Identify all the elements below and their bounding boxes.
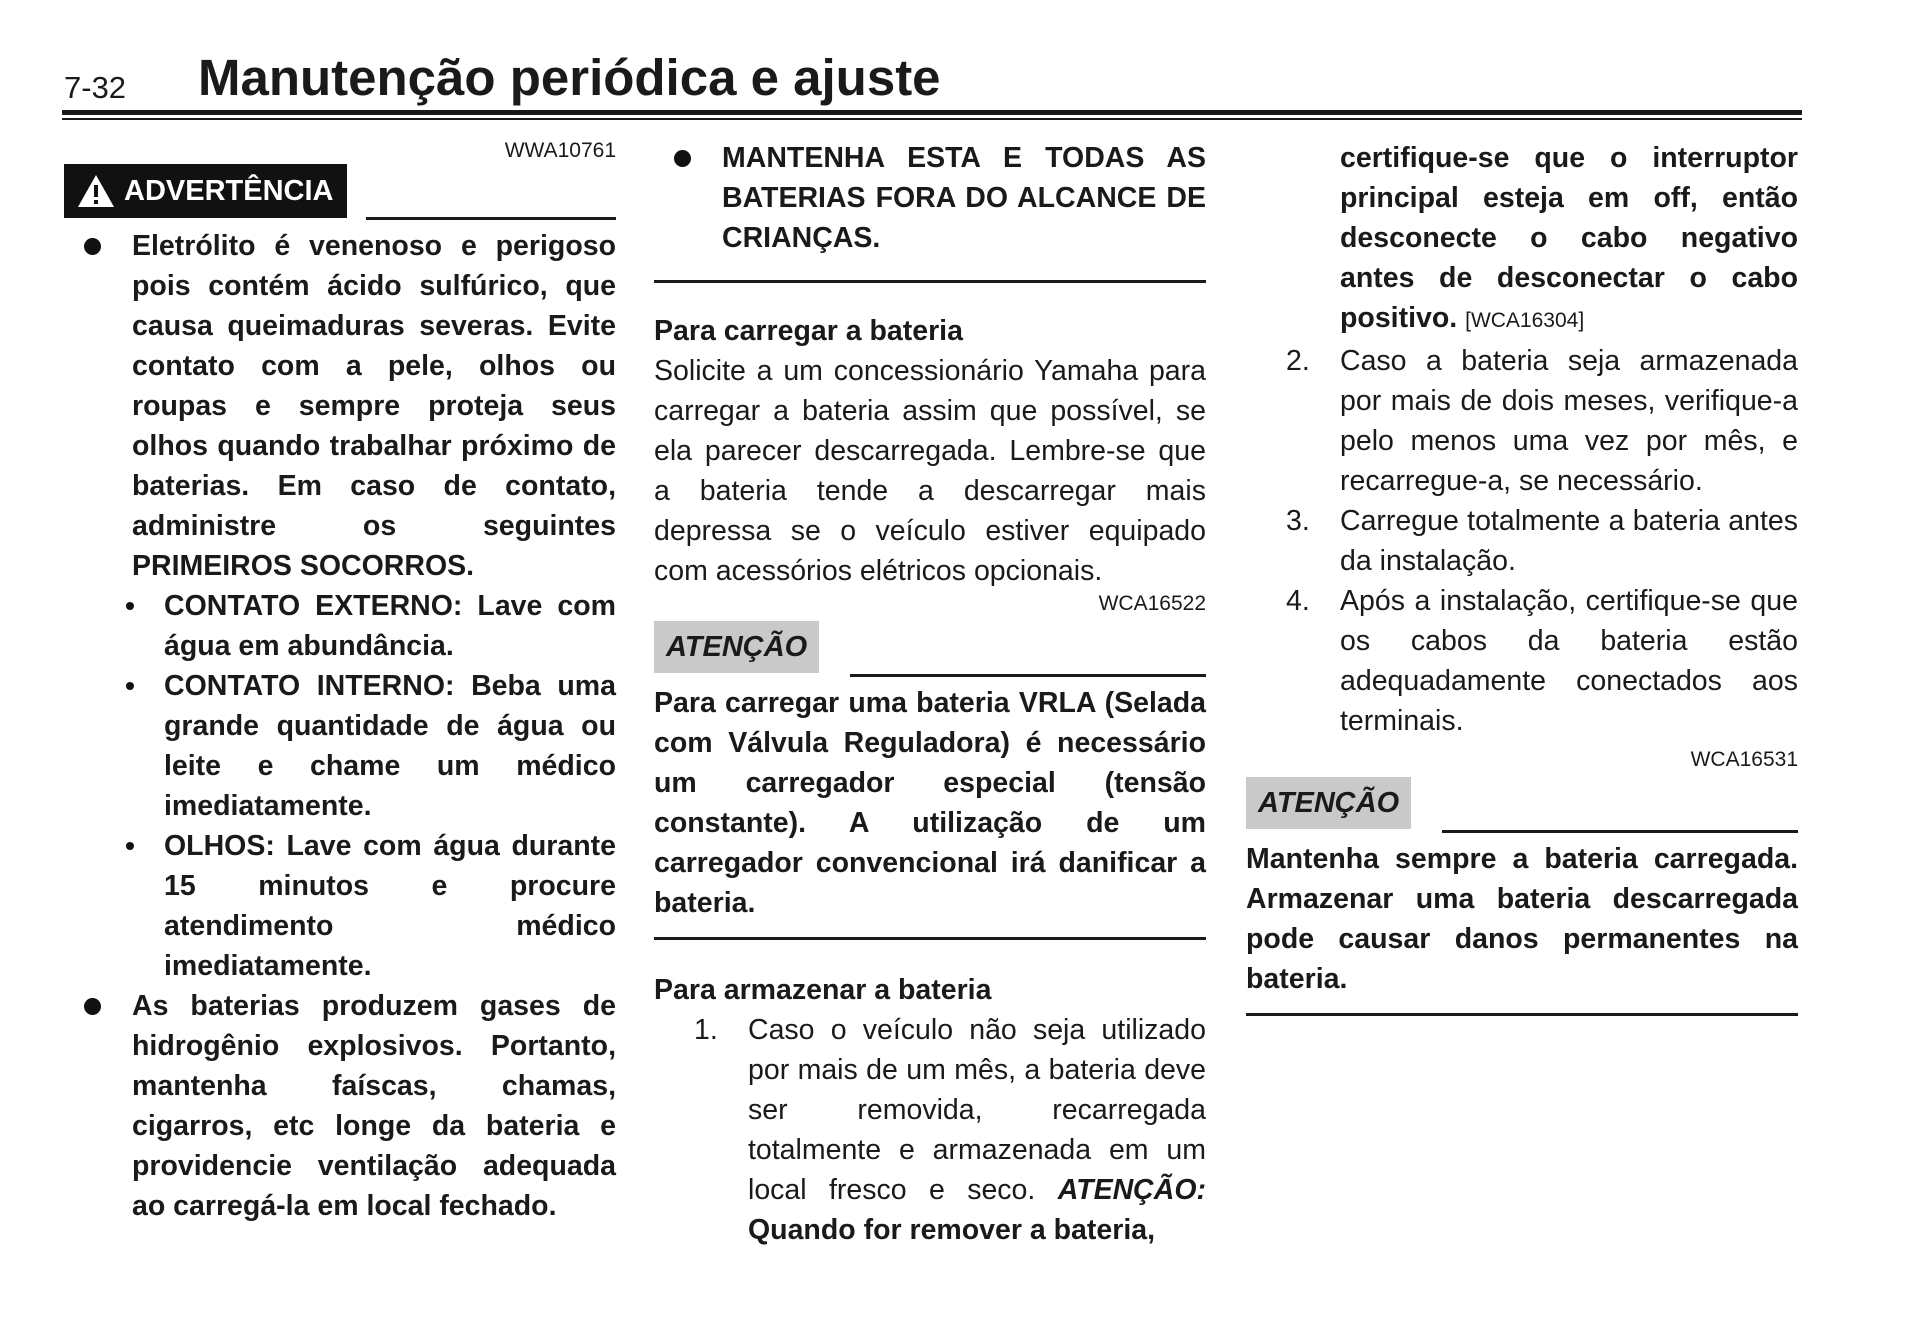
attention-banner: ATENÇÃO	[1246, 777, 1411, 829]
header-rule	[62, 110, 1802, 115]
numbered-step	[1246, 501, 1798, 581]
column-2	[654, 138, 1206, 1250]
continued-text: certifique-se que o interruptor principal esteja em off, então desconecte o cabo negativo antes de desconectar o cabo positivo.	[1340, 142, 1798, 334]
attention-code: WCA16531	[1690, 748, 1798, 771]
sub-list-item	[64, 826, 616, 986]
list-item	[654, 138, 1206, 258]
sub-list-item	[64, 586, 616, 666]
bullet-icon	[674, 150, 691, 167]
step-number: 2.	[1286, 345, 1310, 377]
numbered-step-continued	[1246, 138, 1798, 341]
section-divider	[654, 280, 1206, 283]
page-title: Manutenção periódica e ajuste	[198, 49, 941, 106]
bullet-text: Eletrólito é venenoso e perigoso pois contém ácido sulfúrico, que causa queimaduras severas. Evite contato com a pele, olhos ou roupas e sempre proteja seus olhos quando trabalhar próximo de baterias. Em caso de contato, administre os seguintes PRIMEIROS SOCORROS.	[132, 230, 616, 582]
bullet-text: As baterias produzem gases de hidrogênio explosivos. Portanto, mantenha faíscas, chamas, cigarros, etc longe da bateria e providencie ventilação adequada ao carregá-la em local fechado.	[132, 990, 616, 1222]
sub-item-text: OLHOS: Lave com água durante 15 minutos e procure atendimento médico imediatamente.	[164, 830, 616, 982]
attention-code: WCA16522	[1098, 592, 1206, 615]
step-number: 1.	[694, 1014, 718, 1046]
inline-attention-label: ATENÇÃO:	[1057, 1174, 1207, 1206]
step-text: Carregue totalmente a bateria antes da instalação.	[1340, 505, 1798, 577]
sub-list-item	[64, 666, 616, 826]
banner-line	[1442, 830, 1798, 833]
warning-code: WWA10761	[504, 139, 616, 162]
sub-item-text: CONTATO EXTERNO: Lave com água em abundância.	[164, 590, 616, 662]
header-rule-thin	[62, 118, 1802, 120]
page-header	[62, 48, 1802, 114]
section-divider	[1246, 1013, 1798, 1016]
numbered-step	[654, 1010, 1206, 1250]
section-divider	[654, 937, 1206, 940]
bullet-text: MANTENHA ESTA E TODAS AS BATERIAS FORA DO ALCANCE DE CRIANÇAS.	[722, 142, 1206, 254]
section-heading: Para armazenar a bateria	[654, 974, 992, 1006]
banner-line	[850, 674, 1206, 677]
numbered-step	[1246, 581, 1798, 741]
bullet-icon	[84, 998, 101, 1015]
warning-banner-row	[64, 164, 616, 220]
attention-text: Para carregar uma bateria VRLA (Selada com Válvula Reguladora) é necessário um carregador especial (tensão constante). A utilização de um carregador convencional irá danificar a bateria.	[654, 687, 1206, 919]
attention-text: Mantenha sempre a bateria carregada. Armazenar uma bateria descarregada pode causar danos permanentes na bateria.	[1246, 843, 1798, 995]
inline-code: [WCA16304]	[1465, 309, 1585, 332]
step-text: Caso a bateria seja armazenada por mais de dois meses, verifique-a pelo menos uma vez por mês, e recarregue-a, se necessário.	[1340, 345, 1798, 497]
inline-attention-text: Quando for remover a bateria,	[748, 1214, 1156, 1246]
attention-banner-row	[1246, 777, 1798, 833]
numbered-step	[1246, 341, 1798, 501]
section-heading: Para carregar a bateria	[654, 315, 963, 347]
sub-item-text: CONTATO INTERNO: Beba uma grande quantidade de água ou leite e chame um médico imediatamente.	[164, 670, 616, 822]
step-number: 4.	[1286, 585, 1310, 617]
warning-triangle-icon	[76, 173, 116, 209]
warning-label: ADVERTÊNCIA	[124, 175, 334, 207]
warning-banner	[64, 164, 347, 218]
attention-banner: ATENÇÃO	[654, 621, 819, 673]
sub-bullet-icon	[126, 842, 134, 850]
attention-banner-row	[654, 621, 1206, 677]
step-text: Caso o veículo não seja utilizado por mais de um mês, a bateria deve ser removida, recarregada totalmente e armazenada em um local fresco e seco.	[748, 1014, 1206, 1206]
banner-line	[366, 217, 616, 220]
list-item	[64, 226, 616, 586]
page-number: 7-32	[64, 70, 127, 105]
paragraph: Solicite a um concessionário Yamaha para carregar a bateria assim que possível, se ela parecer descarregada. Lembre-se que a bateria tende a descarregar mais depressa se o veículo estiver equipado com acessórios elétricos opcionais.	[654, 355, 1206, 587]
step-text: Após a instalação, certifique-se que os cabos da bateria estão adequadamente conectados aos terminais.	[1340, 585, 1798, 737]
column-1	[64, 138, 616, 1226]
list-item	[64, 986, 616, 1226]
bullet-icon	[84, 238, 101, 255]
sub-bullet-icon	[126, 602, 134, 610]
step-number: 3.	[1286, 505, 1310, 537]
column-3	[1246, 138, 1798, 1016]
sub-bullet-icon	[126, 682, 134, 690]
